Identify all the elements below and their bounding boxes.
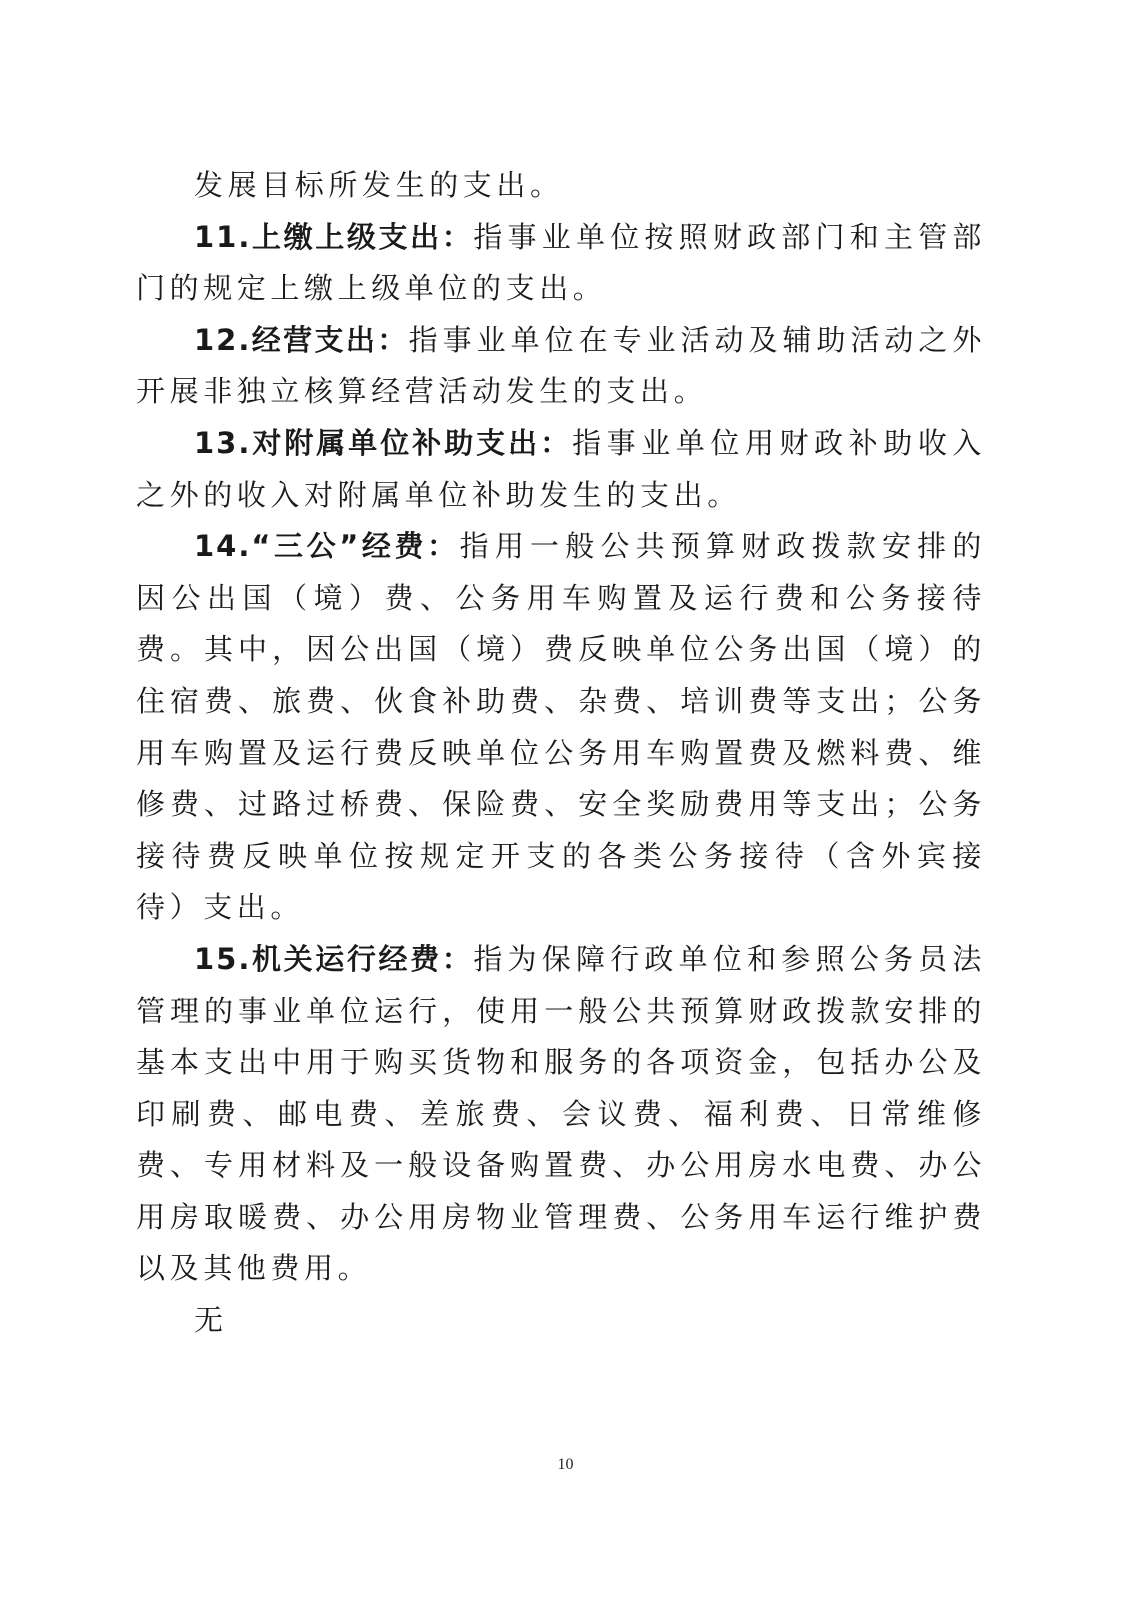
paragraph-text: 发展目标所发生的支出。 — [194, 168, 564, 202]
definition-term: 12.经营支出： — [194, 322, 409, 357]
definition-term: 15.机关运行经费： — [194, 941, 474, 976]
definition-text: 指事业单位按照财政部门和主管部门的规定上缴上级单位的支出。 — [136, 219, 986, 306]
definition-term: 13.对附属单位补助支出： — [194, 425, 573, 460]
paragraph-continuation — [136, 160, 986, 212]
definition-term: 11.上缴上级支出： — [194, 219, 474, 254]
definition-term: 14.“三公”经费： — [194, 529, 460, 564]
document-body — [136, 160, 986, 1347]
definition-text: 指用一般公共预算财政拨款安排的因公出国（境）费、公务用车购置及运行费和公务接待费。其中，因公出国（境）费反映单位公务出国（境）的住宿费、旅费、伙食补助费、杂费、培训费等支出；公务用车购置及运行费反映单位公务用车购置费及燃料费、维修费、过路过桥费、保险费、安全奖励费用等支出；公务接待费反映单位按规定开支的各类公务接待（含外宾接待）支出。 — [136, 529, 986, 925]
definition-paragraph-12 — [136, 315, 986, 418]
definition-paragraph-14 — [136, 521, 986, 934]
definition-text: 指事业单位在专业活动及辅助活动之外开展非独立核算经营活动发生的支出。 — [136, 322, 986, 409]
definition-text: 指事业单位用财政补助收入之外的收入对附属单位补助发生的支出。 — [136, 425, 987, 512]
page-number: 10 — [557, 1456, 574, 1473]
definition-paragraph-11 — [136, 212, 986, 315]
definition-paragraph-15 — [136, 934, 986, 1295]
closing-paragraph — [136, 1295, 986, 1347]
definition-text: 指为保障行政单位和参照公务员法管理的事业单位运行，使用一般公共预算财政拨款安排的基本支出中用于购买货物和服务的各项资金，包括办公及印刷费、邮电费、差旅费、会议费、福利费、日常维修费、专用材料及一般设备购置费、办公用房水电费、办公用房取暖费、办公用房物业管理费、公务用车运行维护费以及其他费用。 — [136, 941, 986, 1286]
paragraph-text: 无 — [194, 1303, 228, 1338]
definition-paragraph-13 — [136, 418, 986, 521]
